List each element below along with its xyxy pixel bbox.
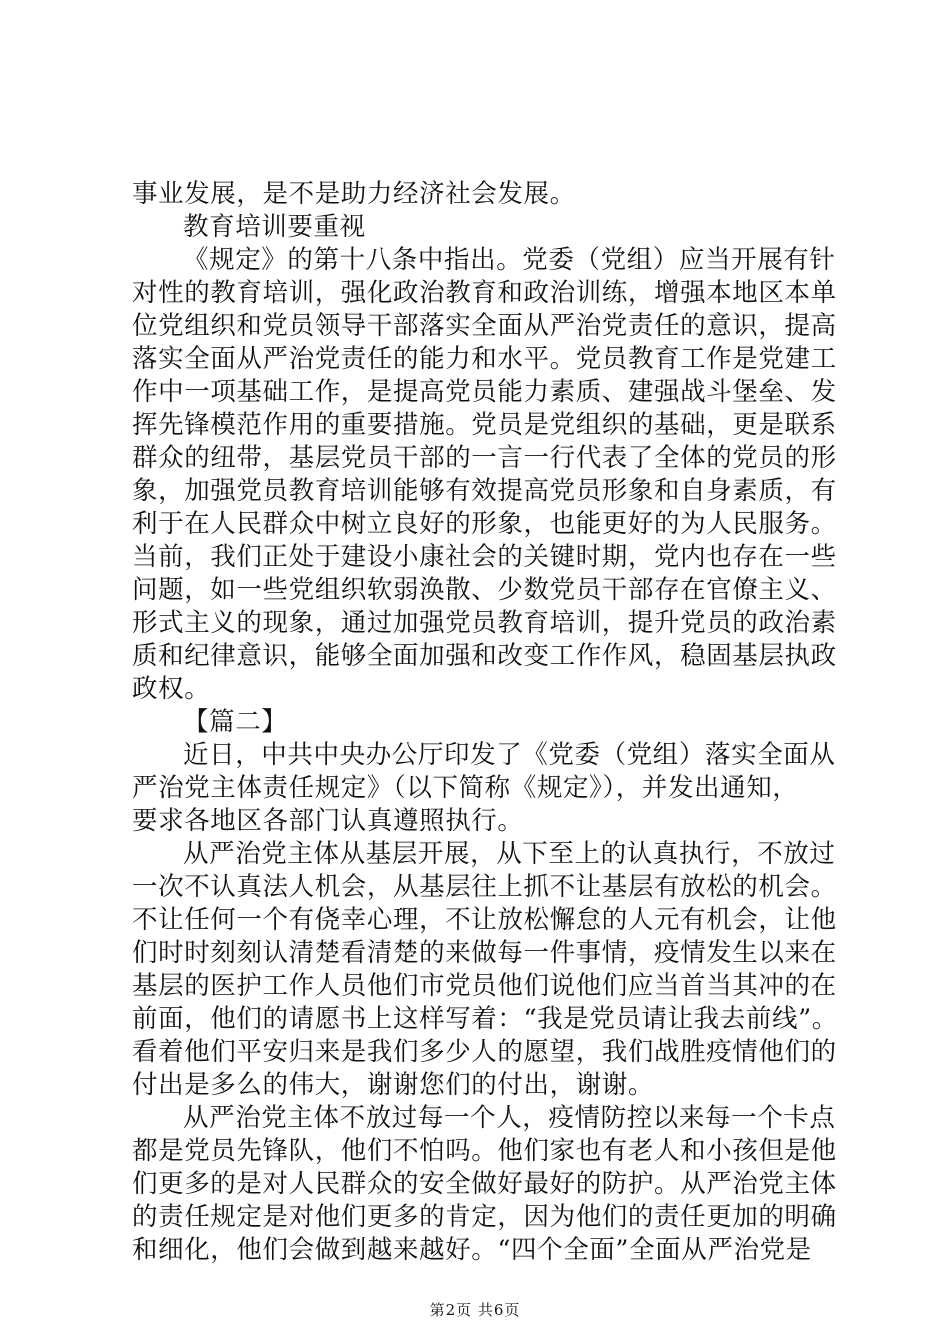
paragraph-line: 都是党员先锋队，他们不怕吗。他们家也有老人和小孩但是他 <box>132 1136 837 1166</box>
paragraph-line: 落实全面从严治党责任的能力和水平。党员教育工作是党建工 <box>132 344 837 374</box>
paragraph-line: 们时时刻刻认清楚看清楚的来做每一件事情，疫情发生以来在 <box>132 938 837 968</box>
section-heading: 【篇二】 <box>183 707 288 737</box>
paragraph-line: 一次不认真法人机会，从基层往上抓不让基层有放松的机会。 <box>132 872 837 902</box>
paragraph-line: 严治党主体责任规定》（以下简称《规定》），并发出通知， <box>132 773 799 803</box>
paragraph-line: 不让任何一个有侥幸心理，不让放松懈怠的人元有机会，让他 <box>132 905 837 935</box>
paragraph-line: 近日，中共中央办公厅印发了《党委（党组）落实全面从 <box>183 740 836 770</box>
paragraph-line: 群众的纽带，基层党员干部的一言一行代表了全体的党员的形 <box>132 443 837 473</box>
section-heading: 教育培训要重视 <box>183 212 366 242</box>
paragraph-line: 事业发展，是不是助力经济社会发展。 <box>132 179 576 209</box>
paragraph-line: 当前，我们正处于建设小康社会的关键时期，党内也存在一些 <box>132 542 837 572</box>
paragraph-line: 从严治党主体从基层开展，从下至上的认真执行，不放过 <box>183 839 836 869</box>
paragraph-line: 问题，如一些党组织软弱涣散、少数党员干部存在官僚主义、 <box>132 575 837 605</box>
paragraph-line: 从严治党主体不放过每一个人，疫情防控以来每一个卡点 <box>183 1103 836 1133</box>
page-number-footer: 第2页 共6页 <box>429 1301 521 1319</box>
paragraph-line: 挥先锋模范作用的重要措施。党员是党组织的基础，更是联系 <box>132 410 837 440</box>
paragraph-line: 的责任规定是对他们更多的肯定，因为他们的责任更加的明确 <box>132 1202 837 1232</box>
paragraph-line: 位党组织和党员领导干部落实全面从严治党责任的意识，提高 <box>132 311 837 341</box>
paragraph-line: 们更多的是对人民群众的安全做好最好的防护。从严治党主体 <box>132 1169 837 1199</box>
paragraph-line: 象，加强党员教育培训能够有效提高党员形象和自身素质，有 <box>132 476 837 506</box>
paragraph-line: 付出是多么的伟大，谢谢您们的付出，谢谢。 <box>132 1070 655 1100</box>
paragraph-line: 基层的医护工作人员他们市党员他们说他们应当首当其冲的在 <box>132 971 837 1001</box>
paragraph-line: 利于在人民群众中树立良好的形象，也能更好的为人民服务。 <box>132 509 837 539</box>
paragraph-line: 质和纪律意识，能够全面加强和改变工作作风，稳固基层执政 <box>132 641 837 671</box>
paragraph-line: 对性的教育培训，强化政治教育和政治训练，增强本地区本单 <box>132 278 837 308</box>
paragraph-line: 政权。 <box>132 674 211 704</box>
paragraph-line: 和细化，他们会做到越来越好。“四个全面”全面从严治党是 <box>132 1235 812 1265</box>
paragraph-line: 看着他们平安归来是我们多少人的愿望，我们战胜疫情他们的 <box>132 1037 837 1067</box>
paragraph-line: 作中一项基础工作，是提高党员能力素质、建强战斗堡垒、发 <box>132 377 837 407</box>
paragraph-line: 《规定》的第十八条中指出。党委（党组）应当开展有针 <box>183 245 836 275</box>
paragraph-line: 要求各地区各部门认真遵照执行。 <box>132 806 524 836</box>
paragraph-line: 前面，他们的请愿书上这样写着：“我是党员请让我去前线”。 <box>132 1004 838 1034</box>
paragraph-line: 形式主义的现象，通过加强党员教育培训，提升党员的政治素 <box>132 608 837 638</box>
